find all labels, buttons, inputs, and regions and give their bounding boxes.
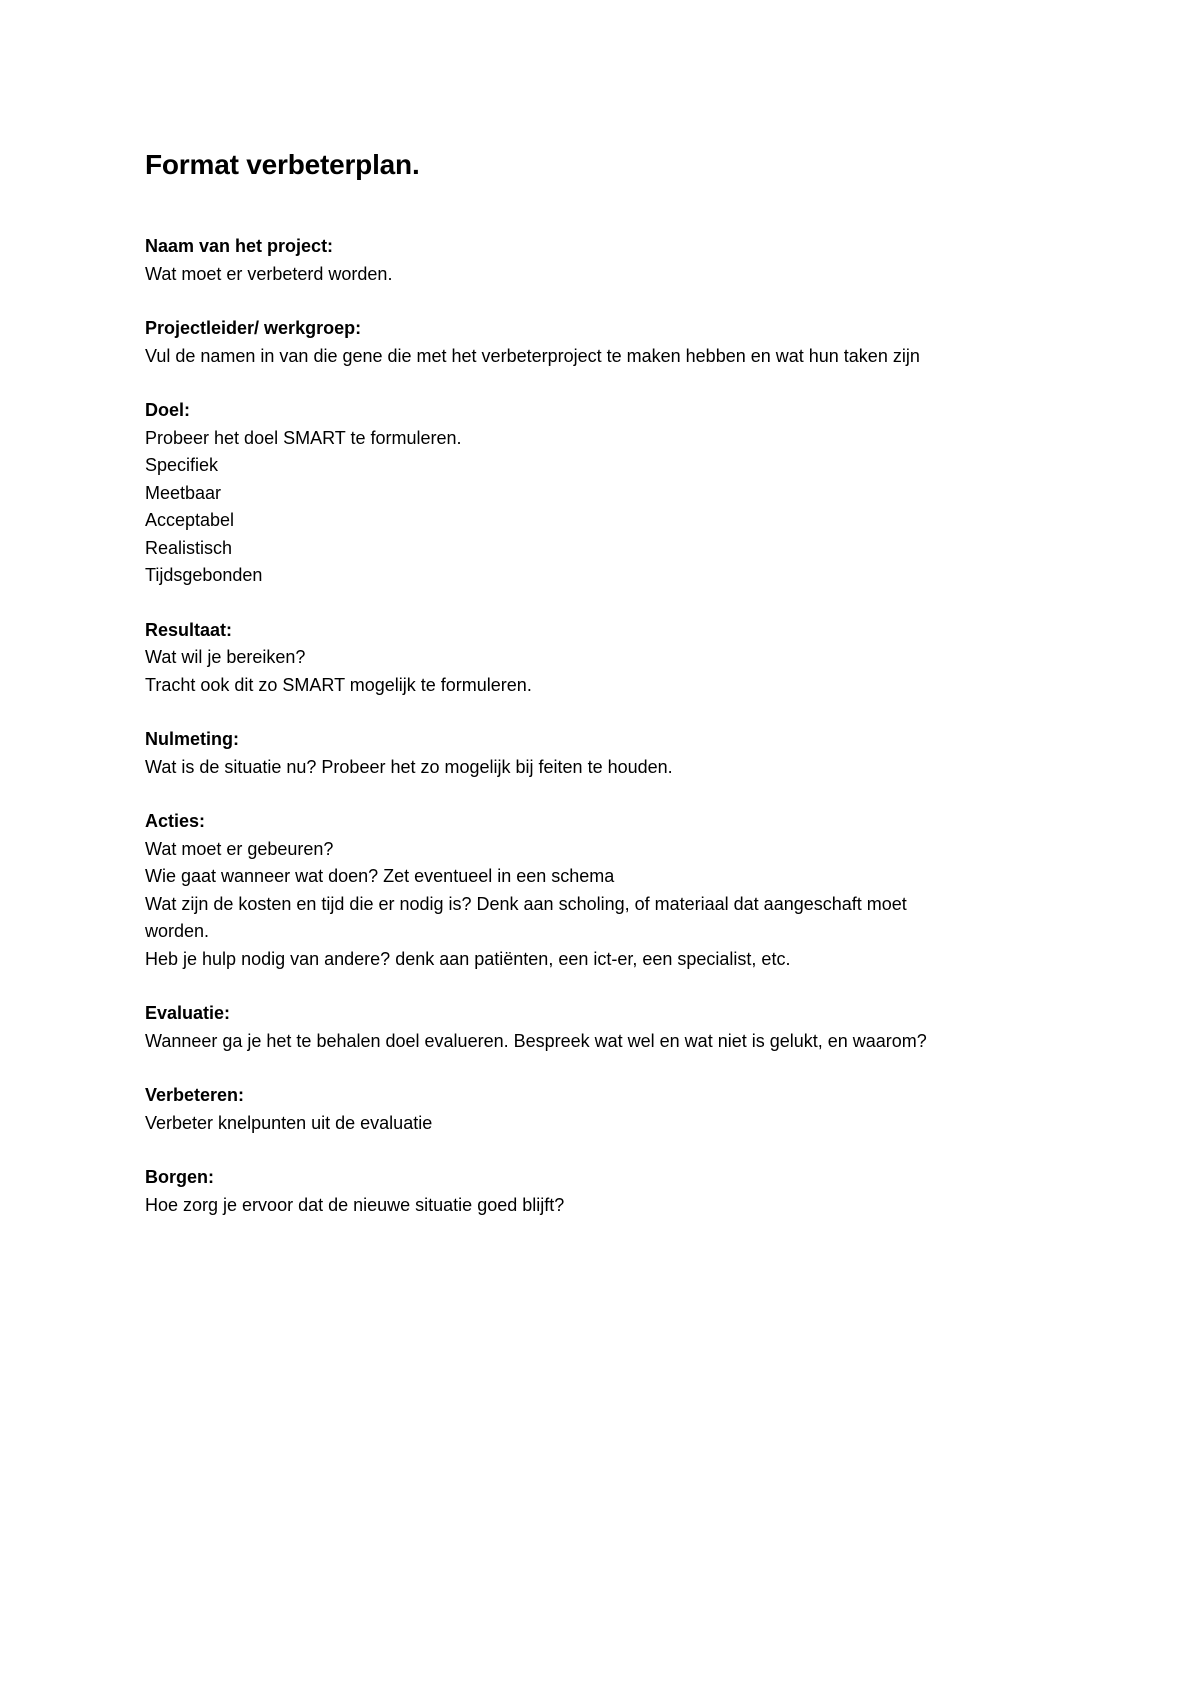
smart-item-time-bound: Tijdsgebonden xyxy=(145,565,263,585)
section-text: Tracht ook dit zo SMART mogelijk te formuleren. xyxy=(145,674,532,695)
section-baseline-measurement xyxy=(145,726,1065,781)
section-text: Hoe zorg je ervoor dat de nieuwe situatie goed blijft? xyxy=(145,1194,565,1215)
section-text: Vul de namen in van die gene die met het verbeterproject te maken hebben en wat hun taken zijn xyxy=(145,345,920,366)
section-text: Wat moet er verbeterd worden. xyxy=(145,263,393,284)
section-result xyxy=(145,617,1065,700)
section-text: Wat is de situatie nu? Probeer het zo mogelijk bij feiten te houden. xyxy=(145,756,673,777)
section-text: Wie gaat wanneer wat doen? Zet eventueel in een schema xyxy=(145,866,615,886)
section-text: Wat wil je bereiken? xyxy=(145,647,306,667)
smart-item-acceptable: Acceptabel xyxy=(145,510,235,530)
section-text: worden. xyxy=(145,921,210,941)
section-heading: Evaluatie: xyxy=(145,1003,231,1023)
section-heading: Verbeteren: xyxy=(145,1085,245,1105)
smart-item-measurable: Meetbaar xyxy=(145,482,222,503)
section-text: Wat zijn de kosten en tijd die er nodig is? Denk aan scholing, of materiaal dat aangeschaft moet xyxy=(145,893,907,914)
section-heading: Naam van het project: xyxy=(145,236,334,256)
section-heading: Doel: xyxy=(145,400,190,420)
section-project-name xyxy=(145,233,1065,288)
section-project-leader xyxy=(145,315,1065,370)
section-heading: Acties: xyxy=(145,811,206,831)
document-title: Format verbeterplan. xyxy=(145,149,420,180)
section-heading: Resultaat: xyxy=(145,619,233,640)
document-page xyxy=(145,146,1065,1246)
section-secure xyxy=(145,1164,1065,1219)
section-text: Wanneer ga je het te behalen doel evalueren. Bespreek wat wel en wat niet is gelukt, en waarom? xyxy=(145,1030,927,1051)
section-heading: Nulmeting: xyxy=(145,729,239,749)
section-evaluation xyxy=(145,1000,1065,1055)
section-text: Heb je hulp nodig van andere? denk aan patiënten, een ict-er, een specialist, etc. xyxy=(145,948,791,969)
smart-item-specific: Specifiek xyxy=(145,455,219,475)
section-text: Probeer het doel SMART te formuleren. xyxy=(145,427,462,448)
section-text: Wat moet er gebeuren? xyxy=(145,838,334,859)
section-goal xyxy=(145,397,1065,590)
smart-item-realistic: Realistisch xyxy=(145,537,233,558)
section-heading: Borgen: xyxy=(145,1167,214,1187)
section-text: Verbeter knelpunten uit de evaluatie xyxy=(145,1112,433,1133)
section-improve xyxy=(145,1082,1065,1137)
section-heading: Projectleider/ werkgroep: xyxy=(145,318,362,338)
section-actions xyxy=(145,808,1065,973)
